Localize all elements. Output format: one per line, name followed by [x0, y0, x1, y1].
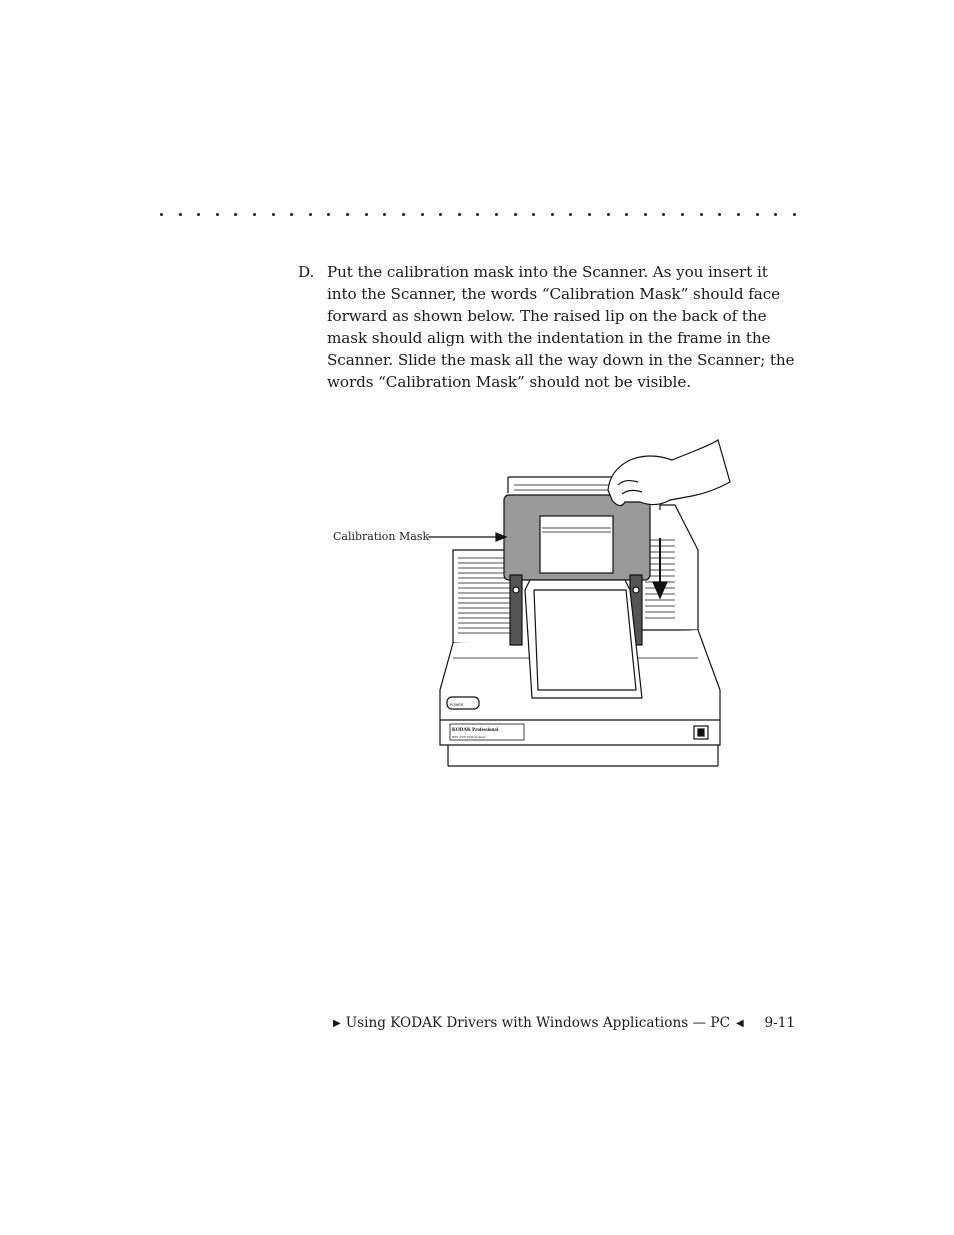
power-label: POWER [450, 703, 464, 707]
calibration-mask-callout: Calibration Mask [333, 530, 430, 543]
step-text: Put the calibration mask into the Scanner. As you insert it into the Scanner, the words “Calibration Mask” should face forward as shown below. The raised lip on the back of the mask should align with the indentation in the frame in the Scanner. Slide the mask all the way down in the Scanner; the words “Calibration Mask” should not be visible. [327, 263, 795, 391]
step-letter: D. [298, 263, 315, 281]
chapter-title: Using KODAK Drivers with Windows Applications — PC [345, 1015, 730, 1031]
page-number: 9-11 [764, 1015, 795, 1031]
page-footer [333, 1015, 795, 1031]
brand-label: KODAK Professional [452, 728, 499, 733]
left-triangle-icon: ◀ [735, 1017, 744, 1029]
scanner-illustration [320, 430, 740, 775]
right-triangle-icon: ▶ [333, 1017, 341, 1029]
dotted-rule [160, 204, 796, 224]
model-label: RFS 3570 Film Scanner [452, 735, 486, 739]
instruction-step [298, 262, 798, 393]
